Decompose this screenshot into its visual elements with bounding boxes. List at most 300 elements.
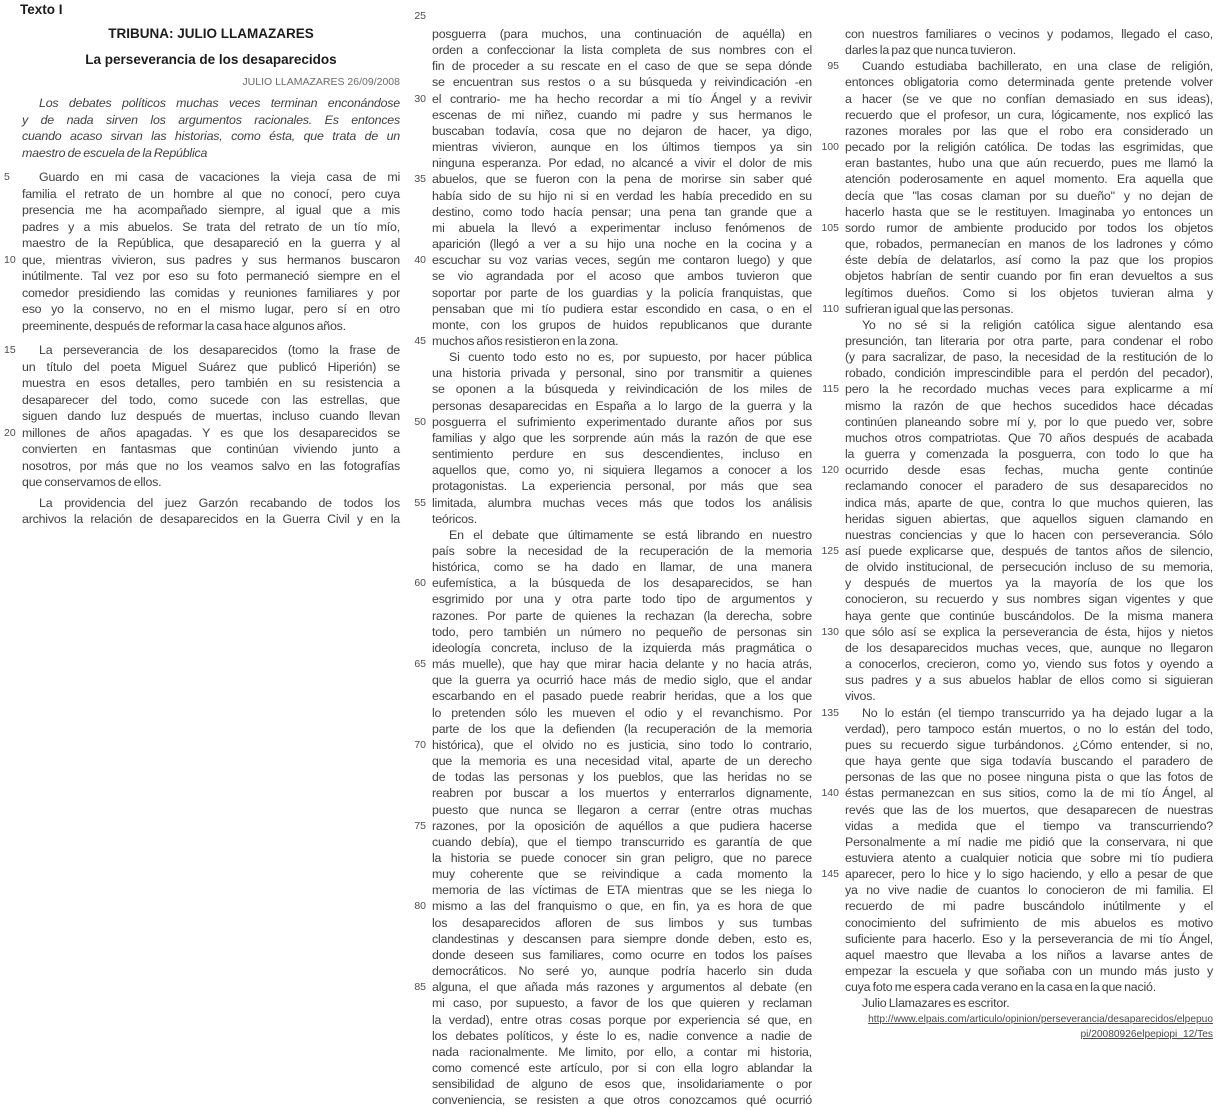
line-text: orden a confeccionar la lista completa de sus nombres con el [432, 43, 812, 58]
line-text: y después de muertos ya la mayoría de los que los [845, 576, 1213, 591]
text-line [432, 42, 812, 58]
text-line [845, 559, 1213, 575]
line-text: la historia se puede conocer sin gran peligro, que no parece [432, 850, 812, 865]
line-text: siguen dando luz después de muertas, incluso cuando llevan [22, 409, 400, 423]
text-line [22, 202, 400, 219]
line-number-row [414, 0, 812, 26]
line-number: 40 [414, 254, 426, 267]
text-line [845, 252, 1213, 268]
line-number: 145 [821, 868, 839, 881]
line-text: de los desaparecidos muchas veces, que, aunque no llegaron [845, 640, 1213, 655]
text-line [432, 204, 812, 220]
text-line [845, 285, 1213, 301]
text-line [845, 268, 1213, 284]
line-text: comedor presidiendo las comidas y reuniones familiares y por [22, 285, 400, 300]
line-text: razones. Por parte de quienes la rechazan (la derecha, sobre [432, 608, 812, 623]
text-line [22, 112, 400, 129]
line-text: posguerra el sufrimiento experimentado durante años por sus [432, 414, 812, 429]
text-line [432, 931, 812, 947]
text-line [845, 834, 1213, 850]
column-right [821, 26, 1213, 1043]
text-line [845, 123, 1213, 139]
text-line [845, 688, 1213, 704]
line-text: se vio agrandada por el acoso que ambos tuvieron que [432, 269, 812, 284]
text-line [432, 785, 812, 801]
line-number: 50 [414, 415, 426, 428]
text-line [845, 608, 1213, 624]
line-number: 15 [4, 344, 16, 356]
line-number: 25 [414, 10, 426, 22]
text-line [845, 188, 1213, 204]
text-line [414, 898, 812, 914]
text-line [22, 441, 400, 458]
line-text: se oponen a la búsqueda y reivindicación de los miles de [432, 382, 812, 397]
text-line [432, 1044, 812, 1060]
column-middle [414, 0, 812, 1108]
text-line [845, 317, 1213, 333]
text-line [22, 495, 400, 512]
line-text: preeminente, después de reformar la casa hace algunos años. [22, 318, 346, 333]
line-text: heridas siguen abiertas, que aquellos siguen clamando en [845, 511, 1213, 526]
line-text: la guerra y comenzada la posguerra, con todo lo que ha [845, 447, 1213, 462]
line-number: 55 [414, 496, 426, 509]
text-line [432, 26, 812, 42]
line-number: 120 [821, 464, 839, 477]
text-line [432, 1012, 812, 1028]
text-line [845, 446, 1213, 462]
line-text: la verdad), entre otras cosas porque por experiencia sé que, en [432, 1012, 812, 1027]
line-text: verdad), pero tampoco están muertos, o no lo están del todo, [845, 721, 1213, 736]
text-line [432, 381, 812, 397]
line-number: 115 [822, 383, 839, 396]
text-line [821, 543, 1213, 559]
text-line [845, 155, 1213, 171]
text-line [432, 1028, 812, 1044]
line-text: que, mientras vivieron, sus padres y sus hermanos buscaron [22, 252, 400, 267]
line-text: aparición (llegó a ver a su hijo una noche en la cocina y a [432, 237, 812, 252]
text-line [432, 850, 812, 866]
text-line [845, 495, 1213, 511]
text-line [22, 268, 400, 285]
line-text: Yo no sé si la religión católica sigue alentando esa [862, 317, 1213, 332]
text-line [845, 898, 1213, 914]
line-text: desaparecer del todo, como sucede con las estrellas, que [22, 392, 400, 407]
text-line [414, 575, 812, 591]
text-line [845, 640, 1213, 656]
text-line [845, 333, 1213, 349]
line-number: 10 [4, 253, 16, 266]
text-line [432, 688, 812, 704]
line-text: memoria de las víctimas de ETA mientras que se les niega lo [432, 883, 812, 898]
line-text: Los debates políticos muchas veces terminan enconándose [39, 96, 400, 110]
line-number: 110 [822, 302, 839, 315]
line-text: país sobre la necesidad de la recuperación de la memoria [432, 544, 812, 558]
text-line [432, 268, 812, 284]
line-text: que sólo así se explica la perseverancia de ésta, hijos y nietos [845, 624, 1213, 639]
line-text: que, robados, permanecían en manos de los ladrones y cómo [845, 237, 1213, 252]
line-number: 60 [414, 577, 426, 590]
line-text: eso yo la conservo, no en el mismo lugar, pero sí en otro [22, 302, 400, 316]
line-text: pecado por la religión católica. De todas las esgrimidas, que [845, 140, 1213, 155]
article-byline: JULIO LLAMAZARES 26/09/2008 [242, 76, 400, 88]
source-url-text[interactable]: pi/20080926elpepiopi_12/Tes [1080, 1029, 1213, 1041]
line-text: eran bastantes, hubo una que aún recuerdo, pues me llamó la [845, 156, 1213, 171]
line-text: darles la paz que nunca tuvieron. [845, 43, 1016, 58]
line-text: decía que "las cosas claman por su dueño" y no dejan de [845, 188, 1213, 203]
text-line [845, 42, 1213, 58]
line-text: donde deseen sus familiares, como ocurre en todos los países [432, 947, 812, 962]
line-number: 140 [821, 787, 839, 800]
line-text: archivos la relación de desaparecidos en la Guerra Civil y en la [22, 512, 400, 526]
line-text: así puede explicarse que, después de tantos años de silencio, [845, 544, 1213, 558]
text-line [432, 188, 812, 204]
line-text: padres y a mis abuelos. Se trata del retrato de un tío mío, [22, 219, 400, 234]
line-text: mismo la razón de que hechos sucedidos hace décadas [845, 398, 1213, 413]
line-text: a conocerlos, crecieron, como yo, viendo sus fotos y oyendo a [845, 657, 1213, 672]
line-text: personas desaparecidas en España a lo largo de la guerra y la [432, 398, 812, 413]
line-text: como comencé este artículo, por si con ella logro ablandar la [432, 1061, 812, 1075]
source-link-line[interactable] [845, 1027, 1213, 1043]
line-text: escarbando en el pasado puede reabrir heridas, que a los que [432, 689, 812, 704]
line-text: conocieron, su recuerdo y sus nombres sigan vigentes y que [845, 592, 1213, 607]
text-line [22, 375, 400, 392]
line-text: de todas las personas y los pueblos, que las heridas no se [432, 770, 812, 785]
text-line [845, 979, 1213, 995]
text-line [822, 381, 1213, 397]
text-line [414, 333, 812, 349]
line-text: empezar la escuela y que soñaba con un mundo más justo y [845, 964, 1213, 979]
line-text: alguna, el que añada más razones y argumentos al debate (en [432, 980, 812, 995]
line-text: ocurrido desde esas fechas, mucha gente continúe [845, 463, 1213, 478]
text-line [432, 721, 812, 737]
text-line [845, 107, 1213, 123]
text-line [845, 931, 1213, 947]
text-line [22, 511, 400, 528]
line-text: indica más, aparte de que, contra lo que muchos quieren, las [845, 495, 1213, 510]
text-line [845, 753, 1213, 769]
article-title: La perseverancia de los desaparecidos [85, 52, 337, 67]
line-text: que la guerra ya ocurrió hace más de medio siglo, que el andar [432, 673, 812, 688]
line-text: inútilmente. Tal vez por eso su foto permaneció siempre en el [22, 269, 400, 283]
line-number: 85 [414, 981, 426, 994]
line-text: los desaparecidos afloren de sus limbos y sus tumbas [432, 915, 812, 930]
line-text: destino, como todo hacía pensar; una pena tan grande que a [432, 204, 812, 219]
text-line [414, 979, 812, 995]
line-text: escuchar su voz varias veces, según me contaron luego) y que [432, 253, 812, 268]
text-line [845, 575, 1213, 591]
line-text: aquellos que, como yo, ni siquiera llegamos a conocer a los [432, 463, 812, 478]
text-line [845, 171, 1213, 187]
line-text: teóricos. [432, 511, 478, 526]
text-line [22, 219, 400, 236]
text-line [4, 252, 400, 269]
text-line [432, 882, 812, 898]
text-line [22, 301, 400, 318]
line-text: a hacer (se ve que no confían demasiado en sus ideas), [845, 91, 1213, 106]
text-line [432, 430, 812, 446]
line-number: 135 [821, 706, 839, 719]
line-text: mi abuela la llevó a experimentar incluso fenómenos de [432, 220, 812, 235]
line-text: histórica), que el olvido no es justicia, sino todo lo contrario, [432, 737, 812, 752]
line-text: continúen planeando sobre mí y, por lo que puedo ver, sobre [845, 414, 1213, 429]
line-text: conocimiento del sufrimiento de mis abuelos es motivo [845, 915, 1213, 930]
line-text: reabren por buscar a los muertos y enterrarlos dignamente, [432, 786, 812, 801]
line-number: 70 [414, 738, 426, 751]
line-text: que haya gente que siga todavía buscando el paradero de [845, 754, 1213, 769]
text-line [22, 408, 400, 425]
line-number: 100 [821, 141, 839, 154]
line-text: democráticos. No seré yo, aunque podría hacerlo sin duda [432, 964, 812, 979]
line-text: y de nada sirven los argumentos racionales. Es entonces [22, 112, 400, 127]
line-text: histórica, como se ha dado en llamar, de una manera [432, 560, 812, 575]
line-text: No lo están (el tiempo transcurrido ya ha dejado lugar a la [862, 705, 1213, 720]
text-line [845, 947, 1213, 963]
text-line [22, 285, 400, 302]
text-line [845, 527, 1213, 543]
line-text: de olvido institucional, de persecución incluso de su memoria, [845, 560, 1213, 575]
exercise-label: Texto I [20, 2, 63, 17]
line-text: Si cuento todo esto no es, por supuesto, por hacer pública [449, 350, 812, 365]
text-line [414, 737, 812, 753]
line-text: La providencia del juez Garzón recabando de todos los [39, 495, 400, 510]
text-line [432, 995, 812, 1011]
text-line [845, 478, 1213, 494]
line-text: personas de las que no posee ninguna pista o que las fotos de [845, 770, 1213, 785]
text-line [845, 850, 1213, 866]
text-line [432, 1076, 812, 1092]
text-line [845, 236, 1213, 252]
line-text: escenas de mi niñez, cuando mi padre y sus hermanos le [432, 107, 812, 122]
line-text: nosotros, por más que no los veamos salvo en las fotografías [22, 458, 400, 473]
line-text: estuviera atento a cualquier noticia que sobre mi tío pudiera [845, 850, 1213, 865]
line-text: vivos. [845, 689, 876, 704]
line-text: que conservamos de ellos. [22, 475, 162, 489]
text-line [845, 365, 1213, 381]
line-text: nuestras conciencias y que lo hacen con perseverancia. Sólo [845, 527, 1213, 542]
line-number: 65 [414, 658, 426, 671]
text-line [432, 511, 812, 527]
line-text: éstas permanezcan en sus sitios, como la de mi tío Ángel, al [845, 786, 1213, 801]
text-line [22, 128, 400, 145]
text-line [414, 91, 812, 107]
line-text: familias y algo que les sorprende aún más la razón de que ese [432, 430, 812, 445]
line-text: objetos habrían de sentir cuando por fin eran devueltos a sus [845, 269, 1213, 284]
line-text: eufemística, a la búsqueda de los desaparecidos, se han [432, 576, 812, 591]
text-line [432, 478, 812, 494]
line-text: vidas a medida que el tiempo va transcurriendo? [845, 818, 1213, 833]
text-line [414, 252, 812, 268]
line-text: mientras vivieron, aunque en los últimos tiempos ya sin [432, 140, 812, 155]
text-line [845, 398, 1213, 414]
line-text: entonces obligatoria como determinada gente pretende volver [845, 75, 1213, 90]
line-text: lo pretenden sólo les mueven el odio y el revanchismo. Por [432, 705, 812, 720]
text-line [845, 430, 1213, 446]
line-text: sus padres y a sus abuelos hablar de ellos como si siguieran [845, 673, 1213, 688]
text-line [432, 301, 812, 317]
text-line [22, 145, 400, 162]
line-text: puesto que nunca se llegaron a cerrar (entre otras muchas [432, 802, 812, 817]
line-text: pues su recuerdo sigue turbándonos. ¿Cómo entender, si no, [845, 737, 1213, 752]
text-line [432, 317, 812, 333]
text-line [821, 624, 1213, 640]
line-number: 35 [414, 173, 426, 186]
line-number: 20 [4, 426, 16, 439]
line-text: razones morales por las que el robo era considerado un [845, 123, 1213, 138]
line-number: 80 [414, 900, 426, 913]
text-line [432, 107, 812, 123]
text-line [432, 834, 812, 850]
line-text: presencia me ha acompañado siempre, al igual que a mis [22, 203, 400, 217]
text-line [845, 737, 1213, 753]
text-line [414, 171, 812, 187]
line-text: el contrario- me ha hecho recordar a mi tío Ángel y a revivir [432, 91, 812, 106]
text-line [432, 285, 812, 301]
text-line [845, 672, 1213, 688]
line-text: esgrimido por una y otra parte todo tipo de argumentos y [432, 592, 812, 607]
line-text: nada racionalmente. Me limito, por ello, a contar mi historia, [432, 1044, 812, 1059]
text-line [432, 220, 812, 236]
text-line [432, 123, 812, 139]
text-line [432, 349, 812, 365]
line-text: cuando debía), que el tiempo transcurrido es garantía de que [432, 834, 812, 849]
line-text: haya gente que continúe buscándolos. De la misma manera [845, 608, 1213, 623]
line-text: posguerra (para muchos, una continuación de aquélla) en [432, 27, 812, 41]
line-text: convierten en fantasmas que continúan viviendo junto a [22, 442, 400, 456]
text-line [432, 753, 812, 769]
line-text: cuando acaso sirvan las historias, como ésta, que trata de un [22, 129, 400, 143]
line-text: aquel maestro que llevaba a los niños a lavarse antes de [845, 947, 1213, 962]
line-text: hacerlo hasta que se le restituyen. Imaginaba yo entonces un [845, 204, 1213, 219]
text-line [22, 318, 400, 335]
text-line [432, 1060, 812, 1076]
line-text: monte, con los grupos de huidos republicanos que durante [432, 317, 812, 332]
line-text: legítimos dueños. Como si los objetos tuvieran alma y [845, 285, 1213, 300]
text-line [432, 543, 812, 559]
text-line [432, 866, 812, 882]
text-line [845, 591, 1213, 607]
text-line [432, 1092, 812, 1108]
text-line [22, 474, 400, 491]
text-line [432, 963, 812, 979]
line-text: sensibilidad de alguno de esos que, insolidariamente o por [432, 1077, 812, 1092]
line-text: (y para sacralizar, de paso, la necesidad de la restitución de lo [845, 350, 1213, 365]
source-link-line[interactable] [845, 1012, 1213, 1028]
text-line [845, 511, 1213, 527]
line-text: un título del poeta Miguel Suárez que publicó Hiperión) se [22, 359, 400, 374]
line-text: protagonistas. La experiencia personal, por más que sea [432, 479, 812, 494]
text-line [432, 365, 812, 381]
text-line [845, 349, 1213, 365]
text-line [432, 139, 812, 155]
text-line [432, 527, 812, 543]
line-text: maestro de escuela de la República [22, 145, 208, 160]
line-text: atención poderosamente en aquel momento. Era aquella que [845, 172, 1213, 187]
line-text: robado, condición imprescindible para el perdón del pecador), [845, 366, 1213, 381]
line-number: 95 [827, 60, 839, 73]
text-line [4, 169, 400, 186]
line-text: muy coherente que se reivindique a cada momento la [432, 867, 812, 882]
text-line [22, 186, 400, 203]
line-text: mismo a las del franquismo o que, en fin, ya es hora de que [432, 899, 812, 914]
article-kicker: TRIBUNA: JULIO LLAMAZARES [108, 26, 314, 41]
line-text: reclamando conocer el paradero de sus desaparecidos no [845, 479, 1213, 494]
line-number: 45 [414, 334, 426, 347]
line-text: conveniencia, se resisten a que otros conozcamos qué ocurrió [432, 1093, 812, 1108]
text-line [821, 705, 1213, 721]
line-text: una historia privada y personal, sino por transmitir a quienes [432, 366, 812, 381]
text-line [414, 656, 812, 672]
line-text: familia el retrato de un hombre al que no conocí, pero cuya [22, 186, 400, 201]
line-text: sufrieran igual que las personas. [845, 301, 1014, 316]
line-number: 30 [414, 92, 426, 105]
line-text: parte de los que la defienden (la recuperación de la memoria [432, 721, 812, 736]
line-text: mi caso, por supuesto, a favor de los que quieren y reclaman [432, 996, 812, 1011]
line-text: más muelle), que hay que mirar hacia delante y no hacia atrás, [432, 657, 812, 672]
text-line [22, 235, 400, 252]
line-text: pensaban que mi tío pudiera estar escondido en casa, o en el [432, 301, 812, 316]
line-number: 5 [4, 171, 10, 183]
line-text: todo, pero también un número no pequeño de personas sin [432, 624, 812, 639]
text-line [22, 359, 400, 376]
text-line [845, 963, 1213, 979]
text-line [432, 947, 812, 963]
line-text: maestro de la República, que desapareció en la guerra y al [22, 236, 400, 250]
line-text: ideología concreta, incluso de la izquierda más pragmática o [432, 640, 812, 655]
line-text: presunción, tan literaria por otra parte, para condenar el robo [845, 333, 1213, 348]
line-text: La perseverancia de los desaparecidos (tomo la frase de [39, 343, 400, 357]
line-text: recuerdo de mi padre buscándolo inútilmente y el [845, 899, 1213, 914]
line-text: muchos otros compatriotas. Que 70 años después de acabada [845, 430, 1213, 445]
line-text: En el debate que últimamente se está librando en nuestro [449, 527, 812, 542]
text-line [845, 414, 1213, 430]
line-number: 125 [821, 545, 839, 557]
text-line [845, 995, 1213, 1011]
line-text: Cuando estudiaba bachillerato, en una clase de religión, [862, 59, 1213, 74]
line-text: que la memoria es una necesidad vital, aparte de un derecho [432, 754, 812, 769]
text-line [414, 414, 812, 430]
line-text: buscaban todavía, cosa que no dejaron de hacer, ya digo, [432, 123, 812, 138]
text-line [821, 866, 1213, 882]
text-line [432, 236, 812, 252]
text-line [4, 425, 400, 442]
text-line [845, 204, 1213, 220]
line-number: 105 [821, 221, 839, 234]
text-line [822, 301, 1213, 317]
text-line [432, 705, 812, 721]
line-text: los debates políticos, y éste lo es, nadie convence a nadie de [432, 1028, 812, 1043]
text-line [845, 818, 1213, 834]
line-text: ya no vive nadie de cuantos lo conocieron de mi familia. El [845, 883, 1213, 898]
line-text: éste debía de delatarlos, así como la paz que los propios [845, 253, 1213, 268]
text-line [845, 26, 1213, 42]
text-line [432, 608, 812, 624]
text-line [432, 591, 812, 607]
text-line [432, 624, 812, 640]
line-text: recuerdo que el profesor, un cura, lógicamente, nos explicó las [845, 107, 1213, 122]
line-text: fin de proceder a su rescate en el caso de que se sepa dónde [432, 59, 812, 74]
text-line [432, 915, 812, 931]
text-line [22, 95, 400, 112]
text-line [821, 785, 1213, 801]
text-line [432, 640, 812, 656]
line-text: revés que las de los muertos, que desaparecen de nuestras [845, 802, 1213, 817]
text-line [22, 392, 400, 409]
source-url-text[interactable]: http://www.elpais.com/articulo/opinion/perseverancia/desaparecidos/elpepuo [868, 1013, 1213, 1025]
text-line [432, 155, 812, 171]
text-line [845, 769, 1213, 785]
line-text: razones, por la oposición de aquéllos a que pudiera hacerse [432, 818, 812, 833]
text-line [845, 656, 1213, 672]
